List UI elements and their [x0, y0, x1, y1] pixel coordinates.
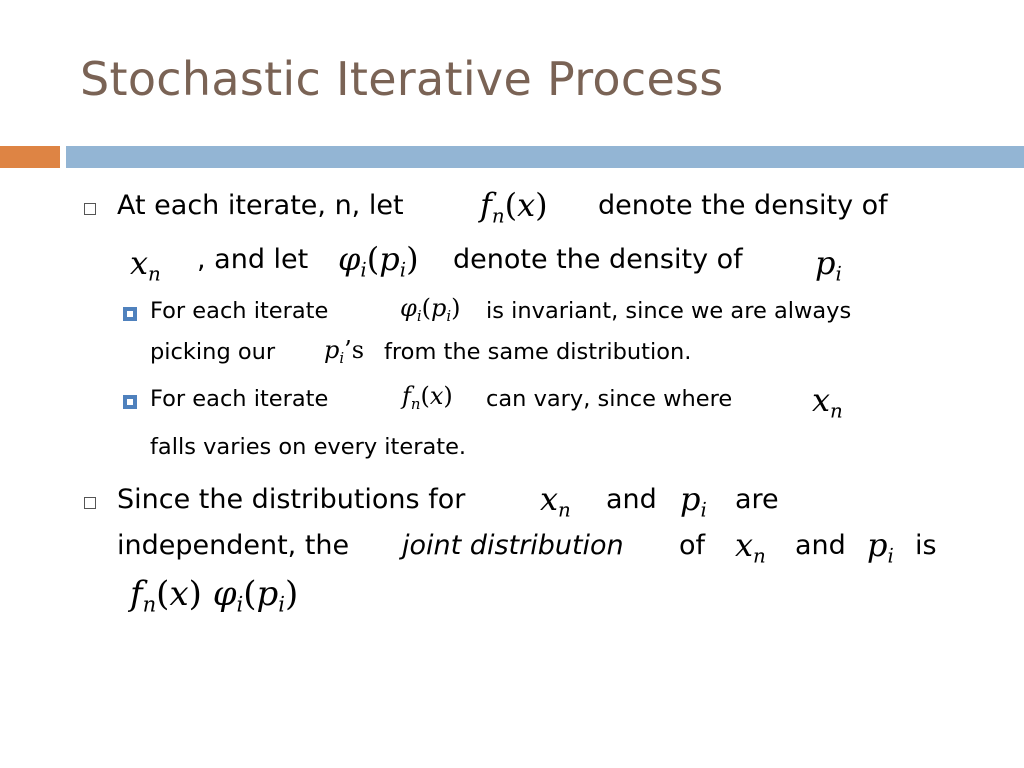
math-p-i-s: $p_i’s$: [324, 336, 365, 367]
sub1-line2-start: picking our: [150, 339, 276, 365]
math-fn-of-x-small: $f_n(x)$: [402, 382, 453, 413]
sub2-line2: falls varies on every iterate.: [150, 434, 467, 460]
sub2-text-start: For each iterate: [150, 386, 329, 412]
bullet1-and-let: , and let: [197, 244, 309, 275]
math-x-n: $x_n$: [735, 526, 766, 568]
bullet2-line2-start: independent, the: [117, 530, 350, 561]
bullet2-are: are: [735, 484, 779, 515]
math-p-i: $p_i$: [867, 526, 894, 568]
math-x-n: $x_n$: [540, 480, 571, 522]
hollow-square-bullet-icon: [84, 497, 96, 509]
filled-square-bullet-icon: [123, 395, 137, 409]
joint-distribution-text: joint distribution: [402, 530, 624, 561]
filled-square-bullet-icon: [123, 307, 137, 321]
math-phi-i-of-p-i: $\varphi_i(p_i)$: [338, 240, 419, 282]
sub2-text-end: can vary, since where: [486, 386, 733, 412]
bullet1-density-of: denote the density of: [453, 244, 743, 275]
sub1-text-start: For each iterate: [150, 298, 329, 324]
math-joint-product: $f_n(x)$ $\varphi_i(p_i)$: [130, 574, 299, 617]
accent-bar-orange: [0, 146, 60, 168]
bullet2-is: is: [915, 530, 937, 561]
bullet2-and: and: [606, 484, 657, 515]
bullet2-and: and: [795, 530, 846, 561]
math-p-i: $p_i$: [815, 244, 842, 286]
math-x-n: $x_n$: [130, 244, 161, 286]
sub1-text-end: is invariant, since we are always: [486, 298, 852, 324]
math-p-i: $p_i$: [680, 480, 707, 522]
slide-title: Stochastic Iterative Process: [80, 52, 724, 106]
hollow-square-bullet-icon: [84, 203, 96, 215]
bullet1-text-start: At each iterate, n, let: [117, 190, 404, 221]
math-x-n: $x_n$: [812, 381, 843, 423]
bullet2-text-start: Since the distributions for: [117, 484, 466, 515]
bullet1-text-mid: denote the density of: [598, 190, 888, 221]
math-phi-i-of-p-i-small: $\varphi_i(p_i)$: [400, 294, 461, 325]
sub1-line2-end: from the same distribution.: [384, 339, 692, 365]
math-fn-of-x: $f_n(x)$: [480, 186, 548, 228]
bullet2-of: of: [679, 530, 706, 561]
accent-bar-blue: [66, 146, 1024, 168]
